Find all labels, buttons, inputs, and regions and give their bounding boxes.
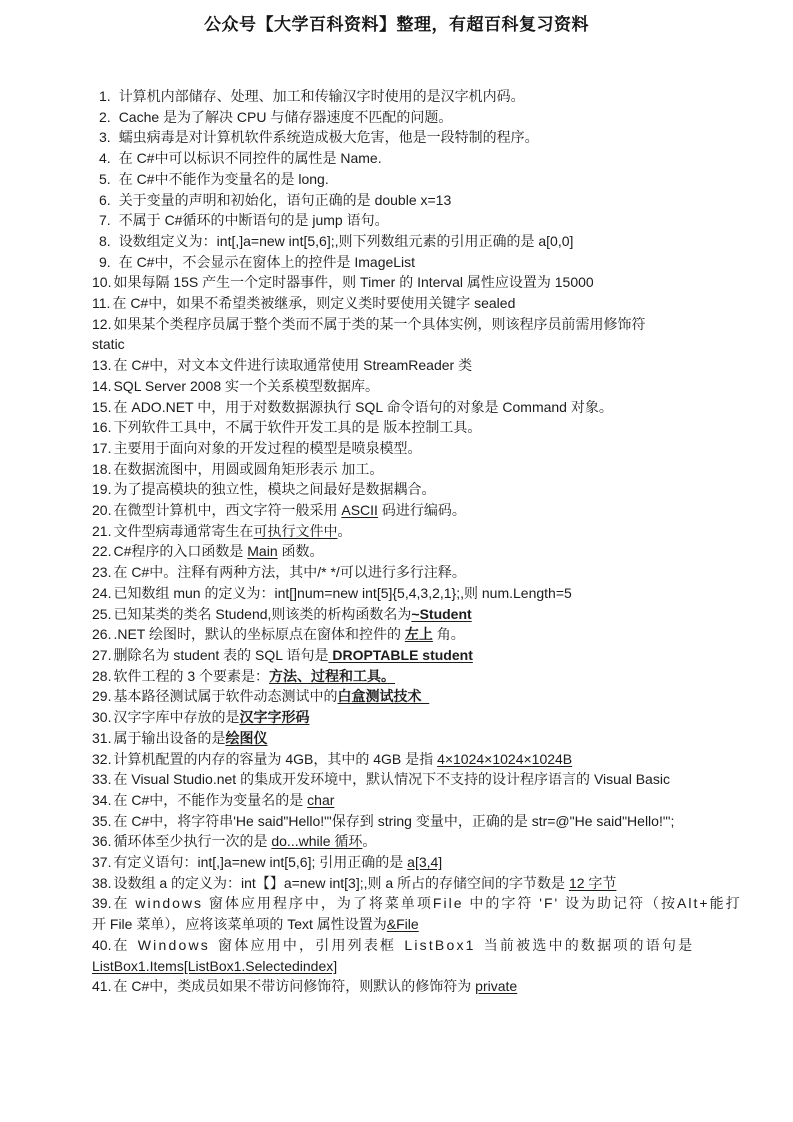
- item-text: static: [92, 336, 125, 353]
- item-number: 27.: [92, 646, 112, 663]
- item-number: 6.: [99, 191, 111, 208]
- item-text: 文件型病毒通常寄生在: [113, 522, 254, 539]
- list-item: [92, 293, 752, 314]
- item-text: 计算机内部储存、处理、加工和传输汉字时使用的是汉字机内码。: [118, 88, 525, 104]
- list-item: [92, 148, 752, 169]
- item-text: 可执行文件中: [253, 522, 338, 539]
- item-text: a[3,4]: [407, 854, 443, 871]
- item-number: 32.: [92, 750, 112, 767]
- item-text: SQL Server 2008 实一个关系模型数据库。: [113, 377, 380, 394]
- list-item: [92, 272, 752, 293]
- item-text: .NET 绘图时，默认的坐标原点在窗体和控件的: [113, 626, 405, 643]
- item-number: 3.: [99, 129, 111, 146]
- item-text: 角。: [432, 626, 465, 643]
- list-item: [92, 397, 752, 418]
- item-number: 13.: [92, 357, 112, 374]
- item-text: 方法、过程和工具。: [269, 667, 396, 684]
- item-text: ASCII: [341, 502, 378, 519]
- item-text: private: [475, 978, 518, 995]
- list-item: [92, 604, 752, 625]
- item-number: 29.: [92, 688, 112, 705]
- item-number: 12.: [92, 315, 112, 332]
- item-number: 40.: [92, 936, 112, 953]
- item-number: 26.: [92, 626, 112, 643]
- item-text: 主要用于面向对象的开发过程的模型是喷泉模型。: [113, 439, 422, 456]
- item-text: 在 Windows 窗体应用中，引用列表框 ListBox1 当前被选中的数据项的语句是: [113, 936, 695, 953]
- list-item: [92, 873, 752, 894]
- list-item: [92, 438, 752, 459]
- question-list: [92, 86, 752, 997]
- item-number: 19.: [92, 481, 112, 498]
- list-item: [92, 521, 752, 542]
- item-number: 24.: [92, 584, 112, 601]
- item-text: 汉字字形码: [239, 709, 310, 726]
- item-text: 已知某类的类名 Studend,则该类的析构函数名为: [113, 605, 412, 622]
- list-item: [92, 769, 752, 790]
- item-number: 38.: [92, 874, 112, 891]
- item-text: 12 字节: [568, 874, 617, 891]
- item-text: char: [307, 791, 335, 808]
- item-number: 20.: [92, 502, 112, 519]
- item-number: 9.: [99, 253, 111, 270]
- list-item: [92, 376, 752, 397]
- item-number: 5.: [99, 170, 111, 187]
- list-item: [92, 231, 752, 252]
- item-number: 37.: [92, 854, 112, 871]
- item-number: 7.: [99, 212, 111, 229]
- list-item: [92, 500, 752, 521]
- list-item: [92, 459, 752, 480]
- list-item: [92, 86, 752, 107]
- list-item: [92, 107, 752, 128]
- item-text: ListBox1.Items[ListBox1.Selectedindex]: [92, 957, 338, 974]
- list-item: [92, 624, 752, 645]
- item-text: 在 C#中，类成员如果不带访问修饰符，则默认的修饰符为: [113, 978, 476, 995]
- list-item: [92, 728, 752, 749]
- item-number: 11.: [92, 295, 111, 312]
- item-number: 36.: [92, 833, 112, 850]
- list-item: [92, 190, 752, 211]
- list-item: [92, 852, 752, 873]
- list-item: [92, 707, 752, 728]
- item-text: 关于变量的声明和初始化，语句正确的是 double x=13: [118, 191, 452, 208]
- item-number: 21.: [92, 522, 112, 539]
- item-number: 2.: [99, 108, 111, 125]
- item-text: 在 C#中，对文本文件进行读取通常使用 StreamReader 类: [113, 357, 473, 374]
- item-text: 。: [362, 833, 377, 850]
- item-text: 在 C#中不能作为变量名的是 long.: [118, 170, 329, 187]
- item-text: 在微型计算机中，西文字符一般采用: [113, 502, 342, 519]
- item-text: 有定义语句：int[,]a=new int[5,6]; 引用正确的是: [113, 854, 408, 871]
- item-text: 属于输出设备的是: [113, 729, 226, 746]
- list-item: [92, 252, 752, 273]
- item-text: 为了提高模块的独立性，模块之间最好是数据耦合。: [113, 481, 436, 498]
- item-text: 在 C#中，将字符串'He said"Hello!"'保存到 string 变量中，正确的是 str=@"He said"Hello!"';: [113, 812, 675, 829]
- item-text: 汉字字库中存放的是: [113, 709, 240, 726]
- item-number: 1.: [99, 88, 111, 104]
- list-item: [92, 893, 752, 934]
- list-item: [92, 479, 752, 500]
- item-text: 在 windows 窗体应用程序中，为了将菜单项File 中的字符 'F' 设为助记符（按Alt+能打: [113, 895, 742, 912]
- item-text: 蠕虫病毒是对计算机软件系统造成极大危害，他是一段特制的程序。: [118, 129, 539, 146]
- list-item: [92, 417, 752, 438]
- item-text: 如果某个类程序员属于整个类而不属于类的某一个具体实例，则该程序员前需用修饰符: [113, 315, 646, 332]
- item-text: 在 C#中可以标识不同控件的属性是 Name.: [118, 150, 382, 167]
- item-number: 39.: [92, 895, 112, 912]
- list-item: [92, 541, 752, 562]
- item-number: 4.: [99, 150, 111, 167]
- item-text: 软件工程的 3 个要素是：: [113, 667, 270, 684]
- item-text: 。: [337, 522, 352, 539]
- item-text: 基本路径测试属于软件动态测试中的: [113, 688, 338, 705]
- item-text: 已知数组 mun 的定义为：int[]num=new int[5]{5,4,3,2,1};,则 num.Length=5: [113, 584, 572, 601]
- list-item: [92, 355, 752, 376]
- item-number: 28.: [92, 667, 112, 684]
- item-text: 在 C#中，不能作为变量名的是: [113, 791, 308, 808]
- item-number: 33.: [92, 771, 112, 788]
- item-number: 18.: [92, 460, 112, 477]
- item-number: 31.: [92, 729, 112, 746]
- item-text: 循环体至少执行一次的是: [113, 833, 272, 850]
- item-text: Cache 是为了解决 CPU 与储存器速度不匹配的问题。: [118, 108, 453, 125]
- list-item: [92, 666, 752, 687]
- item-number: 25.: [92, 605, 112, 622]
- item-text: Main: [247, 543, 278, 560]
- item-text: 在 C#中。注释有两种方法，其中/* */可以进行多行注释。: [113, 564, 466, 581]
- item-text: 在 ADO.NET 中，用于对数数据源执行 SQL 命令语句的对象是 Command 对象。: [113, 398, 613, 415]
- list-item: [92, 811, 752, 832]
- item-number: 41.: [92, 978, 112, 995]
- list-item: [92, 210, 752, 231]
- item-number: 17.: [92, 439, 112, 456]
- item-text: 在 Visual Studio.net 的集成开发环境中，默认情况下不支持的设计程序语言的 Visual Basic: [113, 771, 670, 788]
- item-text: 开 File 菜单），应将该菜单项的 Text 属性设置为: [92, 916, 387, 933]
- item-number: 23.: [92, 564, 112, 581]
- list-item: [92, 749, 752, 770]
- item-text: 在数据流图中，用圆或圆角矩形表示 加工。: [113, 460, 384, 477]
- list-item: [92, 562, 752, 583]
- list-item: [92, 583, 752, 604]
- item-text: do...while 循环: [271, 833, 363, 850]
- item-text: 删除名为 student 表的 SQL 语句是: [113, 646, 329, 663]
- item-text: 左上: [404, 626, 433, 643]
- item-number: 34.: [92, 791, 112, 808]
- list-item: [92, 976, 752, 997]
- item-text: 绘图仪: [225, 729, 268, 746]
- list-item: [92, 935, 752, 976]
- item-text: 函数。: [277, 543, 324, 560]
- list-item: [92, 169, 752, 190]
- list-item: [92, 686, 752, 707]
- item-text: 在 C#中，不会显示在窗体上的控件是 ImageList: [118, 253, 416, 270]
- item-number: 8.: [99, 232, 111, 249]
- list-item: [92, 314, 752, 355]
- list-item: [92, 831, 752, 852]
- item-number: 35.: [92, 812, 112, 829]
- item-text: 不属于 C#循环的中断语句的是 jump 语句。: [118, 212, 389, 229]
- item-number: 15.: [92, 398, 112, 415]
- item-number: 10.: [92, 274, 112, 291]
- list-item: [92, 127, 752, 148]
- item-text: 4×1024×1024×1024B: [437, 750, 573, 767]
- list-item: [92, 645, 752, 666]
- item-text: 设数组定义为：int[,]a=new int[5,6];,则下列数组元素的引用正确的是 a[0,0]: [118, 232, 574, 249]
- item-text: 计算机配置的内存的容量为 4GB，其中的 4GB 是指: [113, 750, 438, 767]
- item-number: 22.: [92, 543, 112, 560]
- item-text: C#程序的入口函数是: [113, 543, 248, 560]
- item-text: 在 C#中，如果不希望类被继承，则定义类时要使用关键字 sealed: [112, 295, 516, 312]
- item-text: 下列软件工具中，不属于软件开发工具的是 版本控制工具。: [113, 419, 482, 436]
- item-number: 16.: [92, 419, 112, 436]
- list-item: [92, 790, 752, 811]
- item-text: &File: [386, 916, 419, 933]
- item-text: ~Student: [411, 605, 472, 622]
- page-title: 公众号【大学百科资料】整理，有超百科复习资料: [204, 15, 589, 34]
- item-number: 14.: [92, 377, 112, 394]
- item-text: 设数组 a 的定义为：int【】a=new int[3];,则 a 所占的存储空间的字节数是: [113, 874, 569, 891]
- item-text: DROPTABLE student: [328, 646, 473, 663]
- item-text: 码进行编码。: [377, 502, 466, 519]
- item-number: 30.: [92, 709, 112, 726]
- item-text: 如果每隔 15S 产生一个定时器事件，则 Timer 的 Interval 属性应设置为 15000: [113, 274, 594, 291]
- item-text: 白盒测试技术: [337, 688, 430, 705]
